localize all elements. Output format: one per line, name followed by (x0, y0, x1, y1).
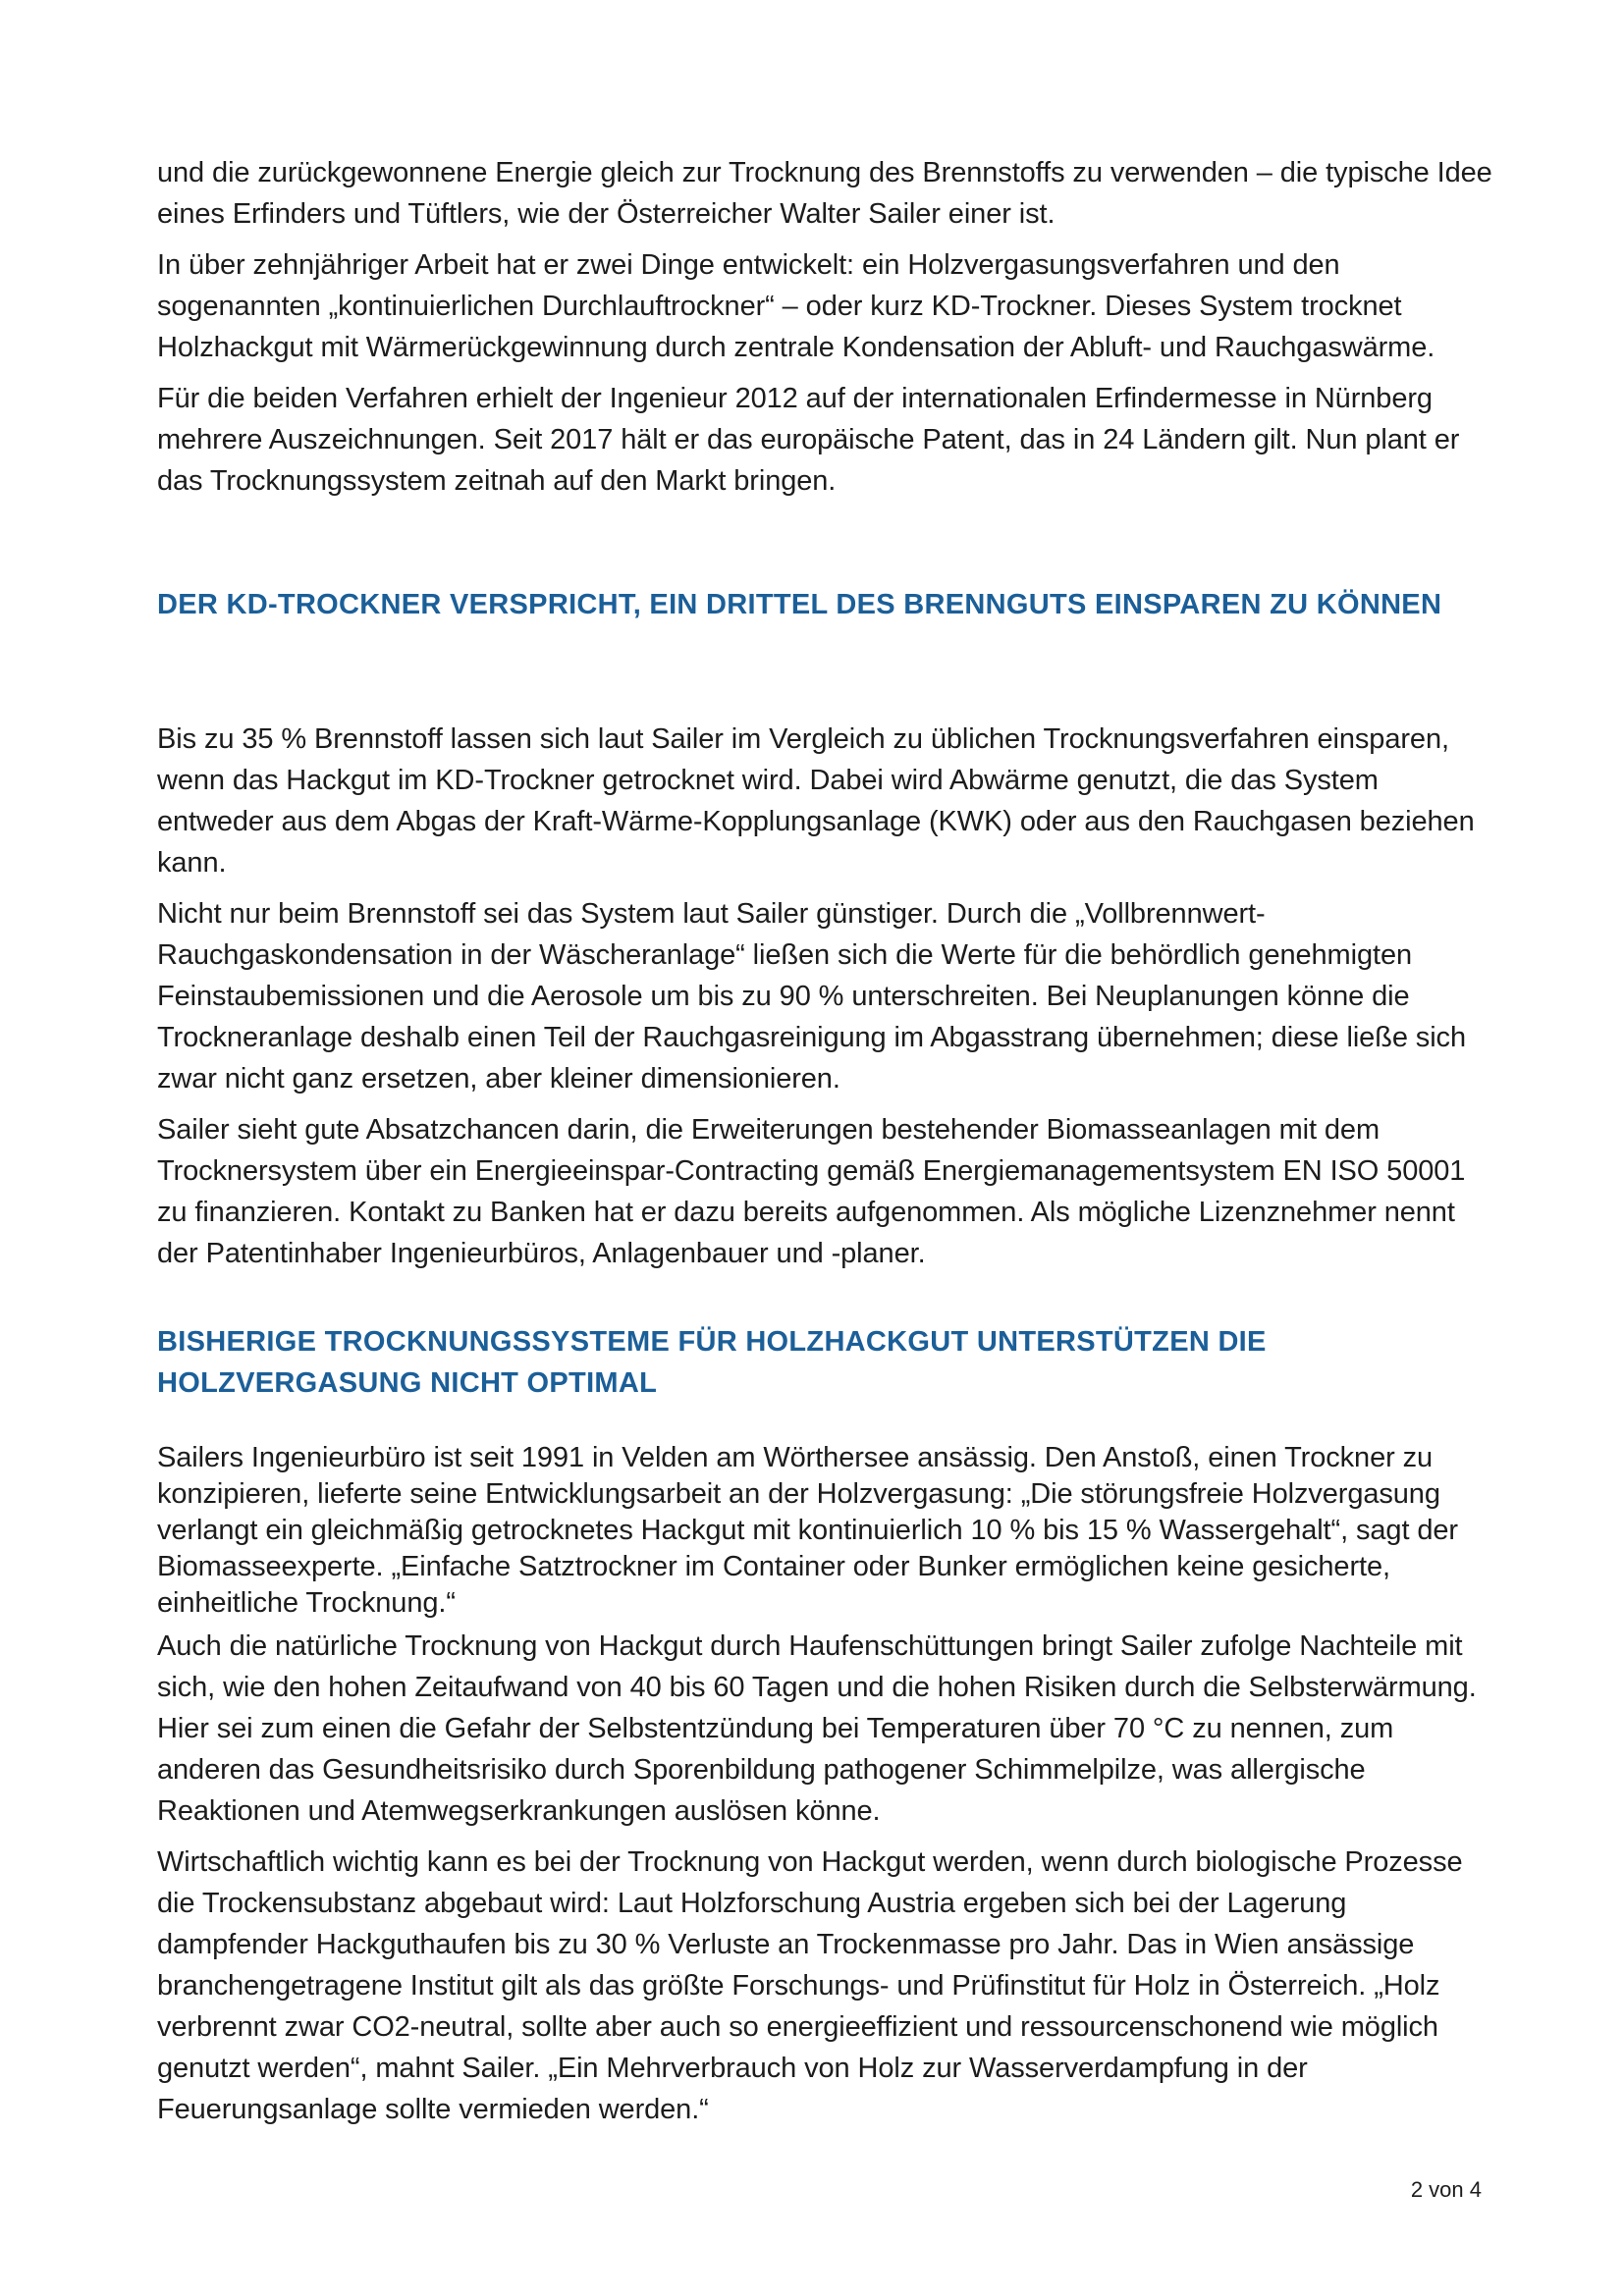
kd-trockner-section (157, 719, 1492, 1284)
paragraph: Sailer sieht gute Absatzchancen darin, die Erweiterungen bestehender Biomasseanlagen mit dem Trocknersystem über ein Energieeinspar-Contracting gemäß Energiemanagementsystem EN ISO 50001 zu finanzieren. Kontakt zu Banken hat er dazu bereits aufgenommen. Als mögliche Lizenznehmer nennt der Patentinhaber Ingenieurbüros, Anlagenbauer und -planer. (157, 1114, 1466, 1269)
paragraph: Nicht nur beim Brennstoff sei das System laut Sailer günstiger. Durch die „Vollbrennwert-Rauchgaskondensation in der Wäscheranlage“ ließen sich die Werte für die behördlich genehmigten Feinstaubemissionen und die Aerosole um bis zu 90 % unterschreiten. Bei Neuplanungen könne die Trockneranlage deshalb einen Teil der Rauchgasreinigung im Abgasstrang übernehmen; diese ließe sich zwar nicht ganz ersetzen, aber kleiner dimensionieren. (157, 898, 1466, 1095)
section-heading: DER KD-TROCKNER VERSPRICHT, EIN DRITTEL DES BRENNGUTS EINSPAREN ZU KÖNNEN (157, 589, 1442, 620)
section-heading: BISHERIGE TROCKNUNGSSYSTEME FÜR HOLZHACKGUT UNTERSTÜTZEN DIE HOLZVERGASUNG NICHT OPTIMAL (157, 1326, 1267, 1399)
paragraph: Für die beiden Verfahren erhielt der Ingenieur 2012 auf der internationalen Erfindermesse in Nürnberg mehrere Auszeichnungen. Seit 2017 hält er das europäische Patent, das in 24 Ländern gilt. Nun plant er das Trocknungssystem zeitnah auf den Markt bringen. (157, 383, 1460, 497)
paragraph: Wirtschaftlich wichtig kann es bei der Trocknung von Hackgut werden, wenn durch biologische Prozesse die Trockensubstanz abgebaut wird: Laut Holzforschung Austria ergeben sich bei der Lagerung dampfender Hackguthaufen bis zu 30 % Verluste an Trockenmasse pro Jahr. Das in Wien ansässige branchengetragene Institut gilt als das größte Forschungs- und Prüfinstitut für Holz in Österreich. „Holz verbrennt zwar CO2-neutral, sollte aber auch so energieeffizient und ressourcenschonend wie möglich genutzt werden“, mahnt Sailer. „Ein Mehrverbrauch von Holz zur Wasserverdampfung in der Feuerungsanlage sollte vermieden werden.“ (157, 1846, 1463, 2125)
paragraph: In über zehnjähriger Arbeit hat er zwei Dinge entwickelt: ein Holzvergasungsverfahren und den sogenannten „kontinuierlichen Durchlauftrockner“ – oder kurz KD-Trockner. Dieses System trocknet Holzhackgut mit Wärmerückgewinnung durch zentrale Kondensation der Abluft- und Rauchgaswärme. (157, 249, 1435, 363)
page-number: 2 von 4 (1410, 2177, 1482, 2202)
paragraph: Bis zu 35 % Brennstoff lassen sich laut Sailer im Vergleich zu üblichen Trocknungsverfahren einsparen, wenn das Hackgut im KD-Trockner getrocknet wird. Dabei wird Abwärme genutzt, die das System entweder aus dem Abgas der Kraft-Wärme-Kopplungsanlage (KWK) oder aus den Rauchgasen beziehen kann. (157, 723, 1475, 879)
paragraph: und die zurückgewonnene Energie gleich zur Trocknung des Brennstoffs zu verwenden – die typische Idee eines Erfinders und Tüftlers, wie der Österreicher Walter Sailer einer ist. (157, 157, 1492, 230)
paragraph: Auch die natürliche Trocknung von Hackgut durch Haufenschüttungen bringt Sailer zufolge Nachteile mit sich, wie den hohen Zeitaufwand von 40 bis 60 Tagen und die hohen Risiken durch die Selbsterwärmung. Hier sei zum einen die Gefahr der Selbstentzündung bei Temperaturen über 70 °C zu nennen, zum anderen das Gesundheitsrisiko durch Sporenbildung pathogener Schimmelpilze, was allergische Reaktionen und Atemwegserkrankungen auslösen könne. (157, 1630, 1477, 1827)
trocknungssysteme-section (157, 1440, 1492, 2140)
intro-section (157, 152, 1492, 511)
paragraph: Sailers Ingenieurbüro ist seit 1991 in Velden am Wörthersee ansässig. Den Anstoß, einen Trockner zu konzipieren, lieferte seine Entwicklungsarbeit an der Holzvergasung: „Die störungsfreie Holzvergasung verlangt ein gleichmäßig getrocknetes Hackgut mit kontinuierlich 10 % bis 15 % Wassergehalt“, sagt der Biomasseexperte. „Einfache Satztrockner im Container oder Bunker ermöglichen keine gesicherte, einheitliche Trocknung.“ (157, 1442, 1458, 1619)
